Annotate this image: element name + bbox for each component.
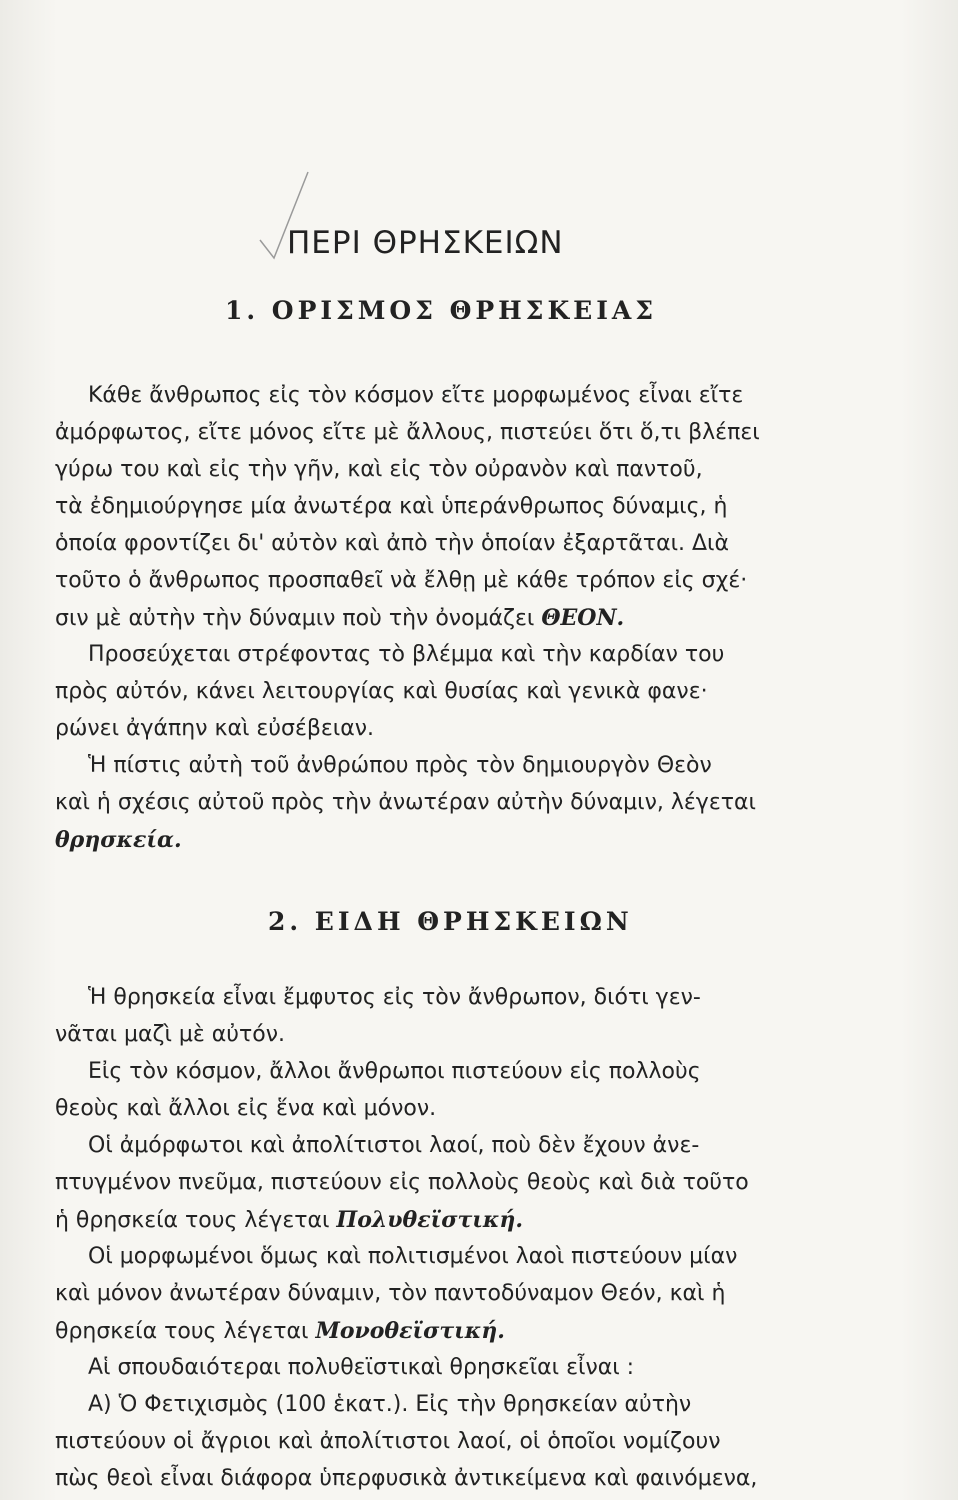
emphasis-monotheistic: Μονοθεϊστική. <box>315 1318 505 1344</box>
paragraph-line: Ἡ θρησκεία εἶναι ἔμφυτος εἰς τὸν ἄνθρωπον, διότι γεν- <box>88 985 701 1010</box>
paragraph-line: πιστεύουν οἱ ἄγριοι καὶ ἀπολίτιστοι λαοί, οἱ ὁποῖοι νομίζουν <box>55 1429 721 1454</box>
section-1-heading: 1. ΟΡΙΣΜΟΣ ΘΡΗΣΚΕΙΑΣ <box>225 296 658 325</box>
paragraph-line: νᾶται μαζὶ μὲ αὐτόν. <box>55 1022 285 1047</box>
paragraph-line: Προσεύχεται στρέφοντας τὸ βλέμμα καὶ τὴν καρδίαν του <box>88 642 725 667</box>
page-title: ΠΕΡΙ ΘΡΗΣΚΕΙΩΝ <box>287 225 564 261</box>
paragraph-line: Κάθε ἄνθρωπος εἰς τὸν κόσμον εἴτε μορφωμένος εἶναι εἴτε <box>88 383 744 408</box>
paragraph-line: ρώνει ἀγάπην καὶ εὐσέβειαν. <box>55 716 375 741</box>
paragraph-line: τὰ ἐδημιούργησε μία ἀνωτέρα καὶ ὑπεράνθρωπος δύναμις, ἡ <box>55 494 728 519</box>
emphasis-thriskeia: θρησκεία. <box>55 827 182 853</box>
paragraph-line: Εἰς τὸν κόσμον, ἄλλοι ἄνθρωποι πιστεύουν εἰς πολλοὺς <box>88 1059 701 1084</box>
paragraph-line: ὁποία φροντίζει δι' αὐτὸν καὶ ἀπὸ τὴν ὁποίαν ἐξαρτᾶται. Διὰ <box>55 531 729 556</box>
paragraph-line: τοῦτο ὁ ἄνθρωπος προσπαθεῖ νὰ ἔλθῃ μὲ κάθε τρόπον εἰς σχέ· <box>55 568 748 593</box>
text-segment: σιν μὲ αὐτὴν τὴν δύναμιν ποὺ τὴν ὀνομάζει <box>55 606 535 631</box>
paragraph-line <box>55 1205 523 1236</box>
paragraph-line: πὼς θεοὶ εἶναι διάφορα ὑπερφυσικὰ ἀντικείμενα καὶ φαινόμενα, <box>55 1466 758 1491</box>
emphasis-theon: ΘΕΟΝ. <box>541 605 625 631</box>
paragraph-line: γύρω του καὶ εἰς τὴν γῆν, καὶ εἰς τὸν οὐρανὸν καὶ παντοῦ, <box>55 457 703 482</box>
paragraph-line: ἀμόρφωτος, εἴτε μόνος εἴτε μὲ ἄλλους, πιστεύει ὅτι ὅ,τι βλέπει <box>55 420 760 445</box>
paragraph-line: θεοὺς καὶ ἄλλοι εἰς ἕνα καὶ μόνον. <box>55 1096 437 1121</box>
paragraph-line: πτυγμένον πνεῦμα, πιστεύουν εἰς πολλοὺς θεοὺς καὶ διὰ τοῦτο <box>55 1170 749 1195</box>
paragraph-line: Οἱ μορφωμένοι ὅμως καὶ πολιτισμένοι λαοὶ πιστεύουν μίαν <box>88 1244 738 1269</box>
paragraph-line: Αἱ σπουδαιότεραι πολυθεϊστικαὶ θρησκεῖαι εἶναι : <box>88 1355 635 1380</box>
paragraph-line: Α) Ὁ Φετιχισμὸς (100 ἑκατ.). Εἰς τὴν θρησκείαν αὐτὴν <box>88 1392 692 1417</box>
text-segment: θρησκεία τους λέγεται <box>55 1319 309 1344</box>
paragraph-line <box>55 603 624 634</box>
paragraph-line: καὶ μόνον ἀνωτέραν δύναμιν, τὸν παντοδύναμον Θεόν, καὶ ἡ <box>55 1281 726 1306</box>
paragraph-line: Ἡ πίστις αὐτὴ τοῦ ἀνθρώπου πρὸς τὸν δημιουργὸν Θεὸν <box>88 753 712 778</box>
paragraph-line: καὶ ἡ σχέσις αὐτοῦ πρὸς τὴν ἀνωτέραν αὐτὴν δύναμιν, λέγεται <box>55 790 756 815</box>
text-segment: ἡ θρησκεία τους λέγεται <box>55 1208 330 1233</box>
emphasis-polytheistic: Πολυθεϊστική. <box>336 1207 524 1233</box>
paragraph-line: Οἱ ἀμόρφωτοι καὶ ἀπολίτιστοι λαοί, ποὺ δὲν ἔχουν ἀνε- <box>88 1133 700 1158</box>
paragraph-line <box>55 1316 505 1347</box>
paragraph-line: πρὸς αὐτόν, κάνει λειτουργίας καὶ θυσίας καὶ γενικὰ φανε· <box>55 679 708 704</box>
section-2-heading: 2. ΕΙΔΗ ΘΡΗΣΚΕΙΩΝ <box>268 907 633 936</box>
